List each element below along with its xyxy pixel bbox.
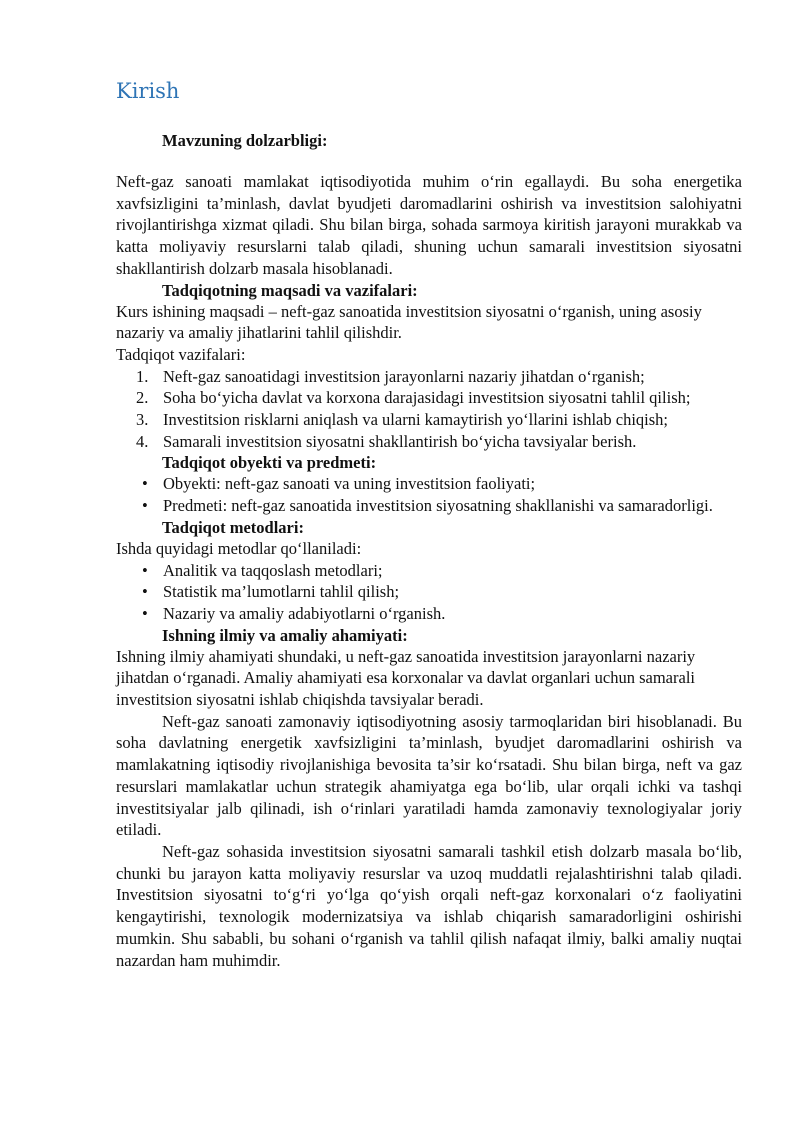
list-item-text: Nazariy va amaliy adabiyotlarni o‘rganish. [163,603,446,623]
list-item-text: Analitik va taqqoslash metodlari; [163,560,383,580]
list-item [116,387,742,409]
list-number: 4. [136,431,149,451]
list-item-text: Samarali investitsion siyosatni shakllantirish bo‘yicha tavsiyalar berish. [163,431,637,451]
paragraph-body-1: Neft-gaz sanoati zamonaviy iqtisodiyotning asosiy tarmoqlaridan biri hisoblanadi. Bu soha davlatning energetik xavfsizligini ta’minlash, byudjet daromadlarini oshirish va mamlakatning iqtisodiy rivojlanishiga bevosita ta’sir ko‘rsatadi. Shu bilan birga, neft va gaz resurslari mamlakatlar uchun strategik ahamiyatga ega bo‘lib, ular orqali ichki va tashqi investitsiyalar jalb qilinadi, ish o‘rinlari yaratiladi hamda zamonaviy texnologiyalar joriy etiladi. [116,711,742,840]
paragraph-methods-intro: Ishda quyidagi metodlar qo‘llaniladi: [116,538,362,558]
subheading-methods: Tadqiqot metodlari: [162,517,304,537]
list-number: 3. [136,410,149,430]
object-list [116,473,742,516]
list-number: 1. [136,366,149,386]
paragraph-tasks-intro: Tadqiqot vazifalari: [116,344,246,364]
list-item-text: Investitsion risklarni aniqlash va ularni kamaytirish yo‘llarini ishlab chiqish; [163,410,668,430]
list-item [116,495,742,517]
list-item-text: Soha bo‘yicha davlat va korxona darajasidagi investitsion siyosatni tahlil qilish; [163,388,691,408]
list-item [116,603,742,625]
list-item-text: Statistik ma’lumotlarni tahlil qilish; [163,582,400,602]
subheading-relevance: Mavzuning dolzarbligi: [162,131,328,150]
paragraph-body-2: Neft-gaz sohasida investitsion siyosatni samarali tashkil etish dolzarb masala bo‘lib, chunki bu jarayon katta moliyaviy resurslar va uzoq muddatli rejalashtirishni talab qiladi. Investitsion siyosatni to‘g‘ri yo‘lga qo‘yish orqali neft-gaz korxonalari o‘z faoliyatini kengaytirishi, texnologik modernizatsiya va ishlab chiqarish samaradorligini oshirishi mumkin. Shu sababli, bu sohani o‘rganish va tahlil qilish nafaqat ilmiy, balki amaliy nuqtai nazardan ham muhimdir. [116,841,742,970]
tasks-list [116,366,742,453]
bullet-icon: • [142,582,148,602]
list-item-text: Neft-gaz sanoatidagi investitsion jarayonlarni nazariy jihatdan o‘rganish; [163,366,645,386]
list-item [116,560,742,582]
paragraph-goal: Kurs ishining maqsadi – neft-gaz sanoatida investitsion siyosatni o‘rganish, uning asosiy nazariy va amaliy jihatlarini tahlil qilishdir. [116,301,702,343]
subheading-significance: Ishning ilmiy va amaliy ahamiyati: [162,625,408,645]
list-number: 2. [136,388,149,408]
bullet-icon: • [142,474,148,494]
bullet-icon: • [142,496,148,516]
list-item [116,409,742,431]
list-item [116,473,742,495]
section-heading: Kirish [116,79,180,103]
bullet-icon: • [142,560,148,580]
subheading-goals: Tadqiqotning maqsadi va vazifalari: [162,280,418,300]
methods-list [116,560,742,625]
list-item [116,366,742,388]
bullet-icon: • [142,603,148,623]
paragraph-relevance: Neft-gaz sanoati mamlakat iqtisodiyotida muhim o‘rin egallaydi. Bu soha energetika xavfsizligini ta’minlash, davlat byudjeti daromadlarini oshirish va investitsion salohiyatni rivojlantirishga xizmat qiladi. Shu bilan birga, sohada sarmoya kiritish jarayoni murakkab va katta moliyaviy resurslarni talab qiladi, shuning uchun samarali investitsion siyosatni shakllantirish dolzarb masala hisoblanadi. [116,172,742,278]
list-item [116,431,742,453]
subheading-object: Tadqiqot obyekti va predmeti: [162,453,377,473]
list-item [116,581,742,603]
list-item-text: Predmeti: neft-gaz sanoatida investitsion siyosatning shakllanishi va samaradorligi. [163,496,713,516]
paragraph-significance: Ishning ilmiy ahamiyati shundaki, u neft-gaz sanoatida investitsion jarayonlarni nazariy jihatdan o‘rganadi. Amaliy ahamiyati esa korxonalar va davlat organlari uchun samarali investitsion siyosatni ishlab chiqishda tavsiyalar beradi. [116,646,696,710]
list-item-text: Obyekti: neft-gaz sanoati va uning investitsion faoliyati; [163,474,536,494]
